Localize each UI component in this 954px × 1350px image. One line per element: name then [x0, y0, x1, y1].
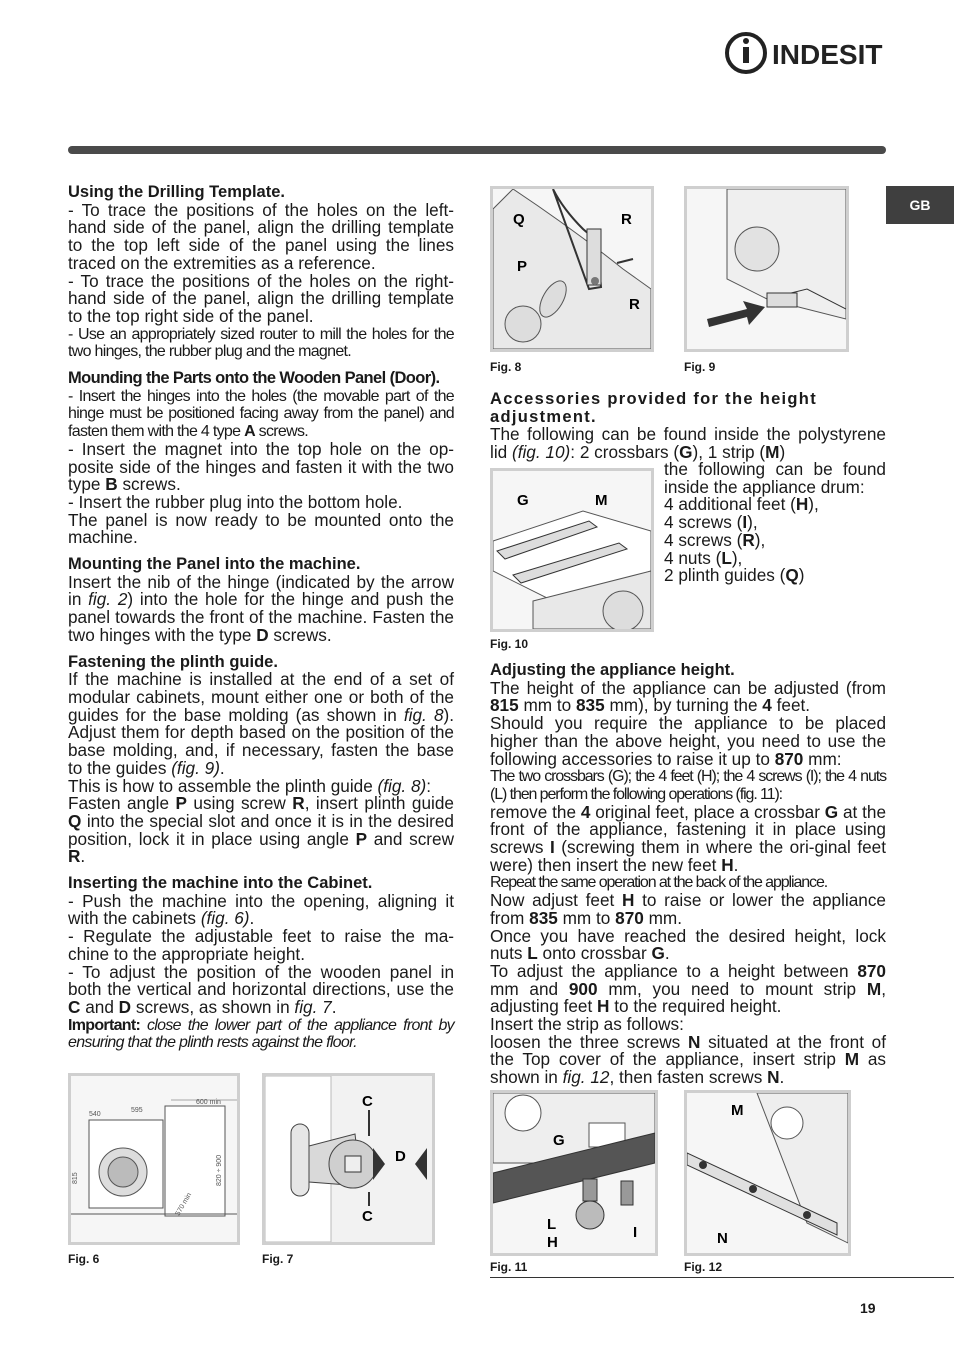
label-l: L [547, 1216, 557, 1233]
figure-10 [490, 468, 654, 632]
label-r-bottom: R [629, 296, 640, 313]
fig11-illustration [493, 1093, 655, 1253]
section-adjusting-height [490, 662, 886, 1087]
paragraph: - To adjust the position of the wooden panel in both the vertical and horizontal directions, use the C and D screws, as shown in fig. 7. [68, 961, 454, 1017]
left-column [68, 184, 454, 1061]
label-h: H [547, 1234, 558, 1251]
paragraph: The panel is now ready to be mounted onto the machine. [68, 509, 454, 548]
paragraph: loosen the three screws N situated at the front of the Top cover of the appliance, insert strip M as shown in fig. 12, then fasten screws N. [490, 1031, 887, 1088]
section-title: Using the Drilling Template. [68, 183, 285, 201]
paragraph: The two crossbars (G); the 4 feet (H); the 4 screws (I); the 4 nuts (L) then perform the following operations (fig. 11): [490, 768, 886, 803]
dim-820-900: 820 ÷ 900 [216, 1154, 223, 1186]
page-number: 19 [860, 1300, 876, 1316]
dim-595: 595 [131, 1107, 143, 1114]
accessories-list [664, 461, 886, 585]
paragraph: The height of the appliance can be adjusted (from 815 mm to 835 mm), by turning the 4 feet. [490, 677, 886, 716]
section-inserting-machine [68, 875, 454, 1052]
figure-8 [490, 186, 654, 352]
indesit-logo [724, 28, 894, 78]
label-g: G [553, 1132, 565, 1149]
paragraph: Insert the nib of the hinge (indicated by the arrow in fig. 2) into the hole for the hinge and push the panel towards the front of the machine. Fasten the two hinges with the type D screws. [68, 571, 455, 645]
section-title: Accessories provided for the height adjustment. [490, 390, 817, 426]
language-tab: GB [886, 186, 954, 224]
paragraph: Once you have reached the desired height, lock nuts L onto crossbar G. [490, 925, 886, 964]
paragraph: Fasten angle P using screw R, insert plinth guide Q into the special slot and once it is in the desired position, lock it in place using angle P and screw R. [68, 793, 454, 867]
figure-7 [262, 1073, 435, 1245]
section-plinth-guide [68, 654, 454, 866]
paragraph: - Insert the magnet into the top hole on the op-posite side of the hinges and fasten it with the two type B screws. [68, 438, 454, 495]
header-divider [68, 146, 886, 154]
list-item: 2 plinth guides (Q) [664, 565, 805, 586]
paragraph: The following can be found inside the polystyrene lid (fig. 10): 2 crossbars (G), 1 strip (M) [490, 424, 886, 463]
paragraph: To adjust the appliance to a height between 870 mm and 900 mm, you need to mount strip M, adjusting feet H to the required height. [490, 960, 886, 1017]
label-c-top: C [362, 1093, 373, 1110]
paragraph: Insert the strip as follows: [490, 1014, 684, 1035]
paragraph: - Insert the rubber plug into the bottom hole. [68, 491, 403, 512]
paragraph: - Insert the hinges into the holes (the movable part of the hinge must be positioned facing away from the panel) and fasten them with the 4 type A screws. [68, 387, 454, 441]
section-title: Adjusting the appliance height. [490, 661, 735, 679]
fig12-label: Fig. 12 [684, 1260, 723, 1274]
label-d: D [395, 1148, 406, 1165]
paragraph: - To trace the positions of the holes on the left-hand side of the panel, align the drilling template to the top left side of the panel using the lines traced on the extremities as a reference. [68, 199, 454, 273]
figure-6 [68, 1073, 240, 1245]
fig8-illustration [493, 189, 651, 349]
fig6-illustration [71, 1076, 237, 1242]
section-drilling-template [68, 184, 454, 361]
label-m: M [595, 492, 608, 509]
paragraph: If the machine is installed at the end of a set of modular cabinets, mount either one or both of the guides for the base molding (as shown in fig. 8). Adjust them for depth based on the position of the base molding, and, if necessary, fasten the base to the guides (fig. 9). [68, 669, 455, 778]
dim-570: 570 min [174, 1191, 194, 1217]
figure-11 [490, 1090, 658, 1256]
footer-rule [490, 1277, 954, 1278]
label-p: P [517, 258, 528, 275]
paragraph: remove the 4 original feet, place a crossbar G at the front of the appliance, fastening it in place using screws I (screwing them in where the ori-ginal feet were) then insert the new feet H. [490, 801, 887, 875]
label-n: N [717, 1230, 728, 1247]
figure-9 [684, 186, 849, 352]
fig9-label: Fig. 9 [684, 360, 716, 374]
list-item: 4 screws (I), [664, 512, 758, 533]
section-accessories [490, 391, 886, 462]
section-title: Inserting the machine into the Cabinet. [68, 874, 373, 893]
paragraph: - Regulate the adjustable feet to raise the ma-chine to the appropriate height. [68, 926, 454, 964]
paragraph: Repeat the same operation at the back of the appliance. [490, 874, 828, 892]
list-item: 4 screws (R), [664, 529, 766, 550]
list-item: 4 additional feet (H), [664, 494, 819, 515]
label-g: G [517, 492, 529, 509]
list-intro: the following can be found inside the appliance drum: [664, 459, 886, 497]
paragraph: - Push the machine into the opening, aligning it with the cabinets (fig. 6). [68, 890, 454, 929]
section-mounding-parts [68, 370, 454, 547]
fig7-label: Fig. 7 [262, 1252, 294, 1266]
fig6-label: Fig. 6 [68, 1252, 100, 1266]
paragraph: Important: close the lower part of the appliance front by ensuring that the plinth rests against the floor. [68, 1016, 454, 1052]
fig10-illustration [493, 471, 651, 629]
section-title: Fastening the plinth guide. [68, 652, 278, 671]
figure-12 [684, 1090, 851, 1256]
paragraph: Should you require the appliance to be placed higher than the above height, you need to use the following accessories to raise it up to 870 mm: [490, 713, 886, 769]
fig11-label: Fig. 11 [490, 1260, 528, 1274]
fig7-illustration [265, 1076, 432, 1242]
label-m: M [731, 1102, 744, 1119]
paragraph: - To trace the positions of the holes on the right-hand side of the panel, align the drilling template to the top right side of the panel. [68, 270, 454, 326]
fig10-label: Fig. 10 [490, 637, 529, 651]
paragraph: This is how to assemble the plinth guide (fig. 8): [68, 775, 432, 796]
dim-600: 600 min [196, 1099, 221, 1106]
section-mounting-panel [68, 556, 454, 645]
dim-540: 540 [89, 1111, 101, 1118]
fig9-illustration [687, 189, 846, 349]
label-r-top: R [621, 211, 632, 228]
paragraph: Now adjust feet H to raise or lower the appliance from 835 mm to 870 mm. [490, 890, 886, 928]
fig8-label: Fig. 8 [490, 360, 522, 374]
fig12-illustration [687, 1093, 848, 1253]
dim-815: 815 [72, 1172, 79, 1184]
label-i: I [633, 1224, 638, 1241]
brand-name: INDESIT [772, 39, 883, 70]
label-c-bottom: C [362, 1208, 373, 1225]
label-q: Q [513, 211, 525, 228]
list-item: 4 nuts (L), [664, 547, 743, 568]
paragraph: - Use an appropriately sized router to mill the holes for the two hinges, the rubber plug and the magnet. [68, 325, 454, 361]
section-title: Mounding the Parts onto the Wooden Panel (Door). [68, 369, 440, 388]
section-title: Mounting the Panel into the machine. [68, 555, 361, 574]
